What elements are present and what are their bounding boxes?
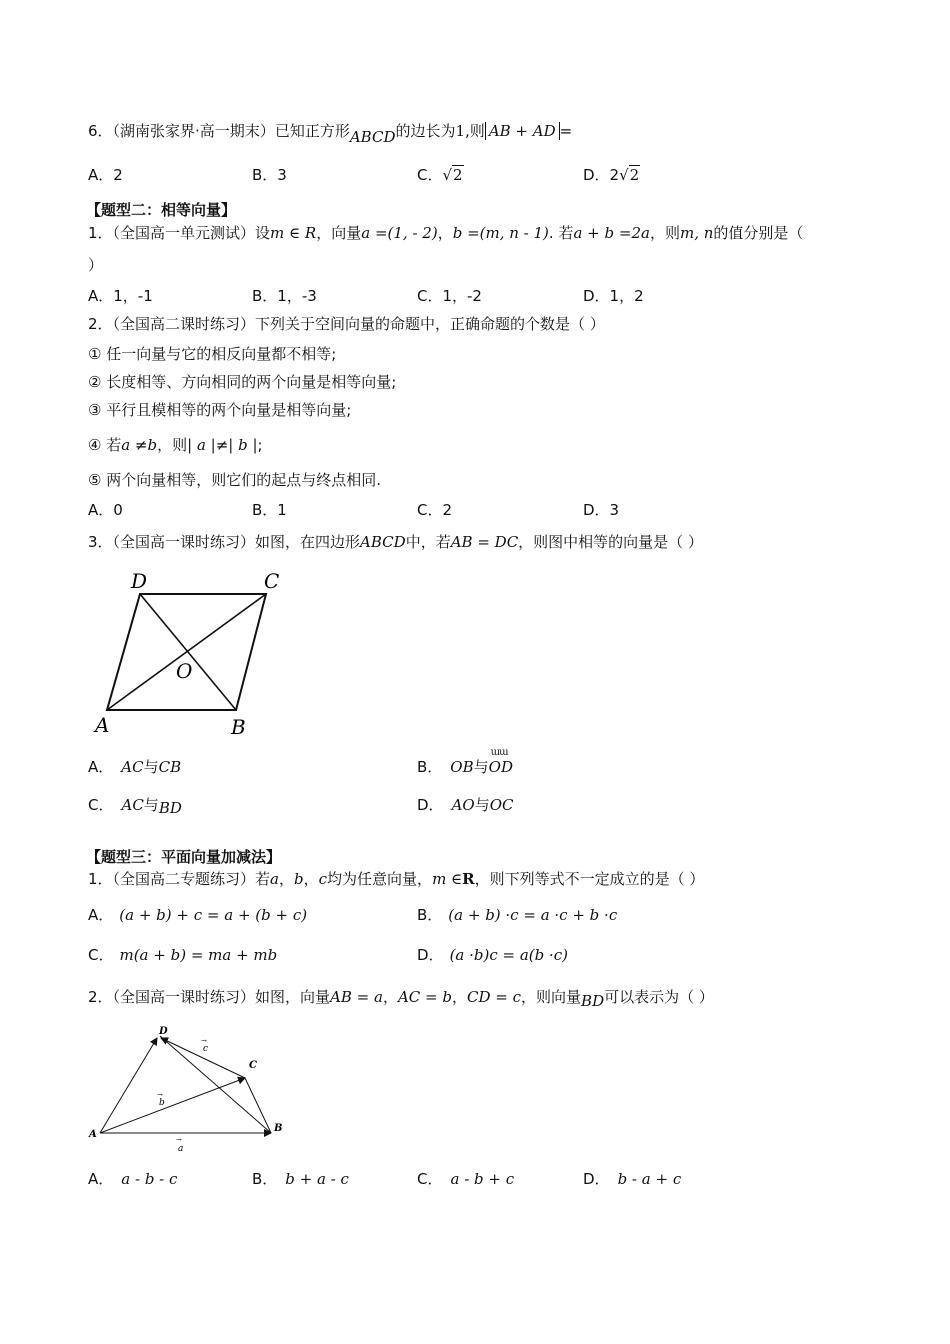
s2-q3-stem: 3．（全国高一课时练习）如图，在四边形ABCD中，若AB = DC，则图中相等的向量是（ ） xyxy=(88,533,703,551)
fig2-label-a: A xyxy=(89,1129,97,1140)
s2-q3-option-a: A． AC与CB xyxy=(88,758,182,776)
s2-q2-option-b: B．1 xyxy=(252,501,287,519)
vertex-label-a: A xyxy=(95,713,110,737)
parallelogram-figure xyxy=(85,560,305,745)
vertex-label-d: D xyxy=(131,569,148,593)
q6-option-c: C．√2 xyxy=(417,166,463,184)
s3-q1-option-d: D． (a ·b)c = a(b ·c) xyxy=(417,946,569,964)
s3-q2-option-c: C． a - b + c xyxy=(417,1170,515,1188)
fig2-label-b: B xyxy=(274,1123,283,1134)
center-label-o: O xyxy=(176,659,193,683)
s2-q1-option-c: C．1，-2 xyxy=(417,287,482,305)
fig2-vec-a-label: a xyxy=(178,1144,184,1154)
s3-q1-stem: 1．（全国高二专题练习）若a，b，c均为任意向量，m ∈R，则下列等式不一定成立的是（ ） xyxy=(88,870,705,888)
diagonal-ac xyxy=(107,594,266,710)
s2-q1-option-a: A．1，-1 xyxy=(88,287,153,305)
s3-q1-option-c: C． m(a + b) = ma + mb xyxy=(88,946,278,964)
edge-ad xyxy=(100,1038,157,1133)
q6-option-d: D．2√2 xyxy=(583,166,640,184)
s3-q2-option-d: D． b - a + c xyxy=(583,1170,682,1188)
s2-q2-item-1: ① 任一向量与它的相反向量都不相等; xyxy=(88,345,337,363)
s3-q2-option-b: B． b + a - c xyxy=(252,1170,349,1188)
vertex-label-c: C xyxy=(264,569,280,593)
fig2-vec-b-arrow: → xyxy=(157,1091,163,1099)
q6-abs-expr: AB + AD xyxy=(485,122,560,140)
q6-stem xyxy=(88,120,573,146)
s2-q2-item-4: ④ 若a ≠b，则| a |≠| b |; xyxy=(88,436,263,454)
s3-q1-option-b: B． (a + b) ·c = a ·c + b ·c xyxy=(417,906,618,924)
edge-db xyxy=(160,1036,271,1133)
q6-option-a: A．2 xyxy=(88,166,123,184)
s2-q3-option-c: C． AC与BD xyxy=(88,796,182,817)
fig2-label-c: C xyxy=(249,1060,257,1071)
q6-one: 1 xyxy=(455,122,466,140)
fig2-vec-a-arrow: → xyxy=(176,1136,182,1144)
s2-q3-option-b: B． OB与 ɯɯ OD xyxy=(417,756,513,778)
s2-q2-option-d: D．3 xyxy=(583,501,620,519)
q6-abcd: ABCD xyxy=(349,128,396,146)
vertex-label-b: B xyxy=(231,715,246,739)
s2-q2-item-2: ② 长度相等、方向相同的两个向量是相等向量; xyxy=(88,373,397,391)
vector-figure xyxy=(85,1020,300,1154)
q6-eq: = xyxy=(559,122,573,140)
edge-cb xyxy=(245,1078,271,1133)
s2-q1-option-b: B．1，-3 xyxy=(252,287,317,305)
s2-q2-option-c: C．2 xyxy=(417,501,453,519)
s3-q1-option-a: A． (a + b) + c = a + (b + c) xyxy=(88,906,308,924)
vector-ac xyxy=(100,1078,245,1133)
s2-q2-item-5: ⑤ 两个向量相等，则它们的起点与终点相同. xyxy=(88,471,381,489)
fig2-label-d: D xyxy=(159,1026,168,1037)
q6-then: ,则 xyxy=(465,122,485,140)
fig2-vec-c-label: c xyxy=(203,1044,209,1054)
s2-q2-stem: 2．（全国高二课时练习）下列关于空间向量的命题中，正确命题的个数是（ ） xyxy=(88,315,605,333)
q6-mid: 的边长为 xyxy=(395,122,456,140)
section-title-equal-vectors: 【题型二：相等向量】 xyxy=(86,201,237,219)
s2-q1-option-d: D．1，2 xyxy=(583,287,644,305)
fig2-vec-c-arrow: → xyxy=(201,1037,207,1045)
s2-q1-cont: ） xyxy=(88,256,104,274)
s2-q2-item-3: ③ 平行且模相等的两个向量是相等向量; xyxy=(88,401,352,419)
q6-option-b: B．3 xyxy=(252,166,287,184)
odd-mark: ɯɯ xyxy=(490,747,508,758)
diagonal-bd xyxy=(140,594,236,710)
s3-q2-stem: 2．（全国高一课时练习）如图，向量AB = a，AC = b，CD = c，则向量BD可以表示为（ ） xyxy=(88,988,714,1010)
q6-text: 6．（湖南张家界·高一期末）已知正方形 xyxy=(88,122,350,140)
s2-q3-option-d: D． AO与OC xyxy=(417,796,514,814)
fig2-vec-b-label: b xyxy=(159,1098,165,1108)
s2-q1-stem: 1．（全国高一单元测试）设m ∈ R，向量a =(1, - 2)，b =(m, n - 1). 若a + b =2a，则m, n的值分别是（ xyxy=(88,224,804,242)
section-title-add-subtract: 【题型三：平面向量加减法】 xyxy=(86,848,282,866)
s3-q2-option-a: A． a - b - c xyxy=(88,1170,178,1188)
s2-q2-option-a: A．0 xyxy=(88,501,123,519)
